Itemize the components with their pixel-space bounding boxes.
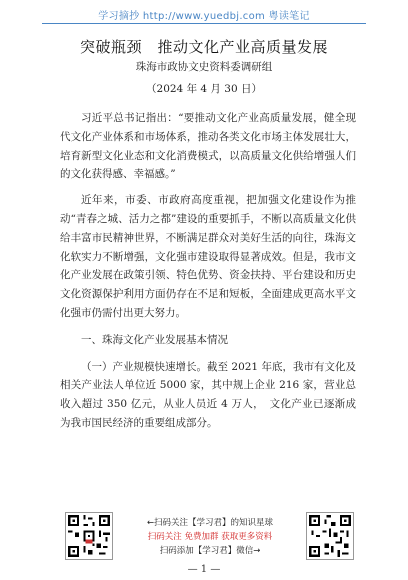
paragraph-industry-scale: （一）产业规模快速增长。截至 2021 年底，我市有文化及相关产业法人单位近 5000 家，其中规上企业 216 家，营业总收入超过 350 亿元，从业人员近 4 万人， 文化产业已逐渐成为我市国民经济的重要组成部分。 [60,360,356,429]
header-divider [42,23,366,24]
page-footer [0,512,408,580]
footer-promo [120,516,300,558]
document-date: （2024 年 4 月 30 日） [146,83,262,95]
document-title: 突破瓶颈 推动文化产业高质量发展 [79,38,328,56]
footer-wechat-link[interactable]: 扫码添加【学习君】微信→ [159,546,261,556]
page-header [0,0,408,36]
qr-code-icon[interactable] [306,512,354,560]
document-body [60,109,356,433]
footer-knowledge-planet-link[interactable]: ←扫码关注【学习君】的知识星球 [146,518,274,528]
section-heading: 一、珠海文化产业发展基本情况 [81,333,228,346]
footer-join-group-text: 扫码关注 免费加群 获取更多资料 [147,532,273,542]
qr-code-icon[interactable] [65,512,113,560]
paragraph-overview: 近年来，市委、市政府高度重视，把加强文化建设作为推动“青春之城、活力之都”建设的重要抓手，不断以高质量文化供给丰富市民精神世界，不断满足群众对美好生活的向往，珠海文化软实力不断增强，文化强市建设取得显著成效。但是，我市文化产业发展在政策引领、特色优势、资金扶持、平台建设和历史文化资源保护利用方面仍存在不足和短板，全面建成更高水平文化强市仍需付出更大努力。 [60,194,356,319]
paragraph-quote: 习近平总书记指出：“要推动文化产业高质量发展，健全现代文化产业体系和市场体系，推动各类文化市场主体发展壮大，培育新型文化业态和文化消费模式，以高质量文化供给增强人们的文化获得感、幸福感。” [60,112,356,181]
header-text: 学习摘抄 http://www.yuedbj.com 粤读笔记 [98,11,310,22]
page-number: — 1 — [187,564,221,575]
document-author: 珠海市政协文史资料委调研组 [135,61,273,73]
